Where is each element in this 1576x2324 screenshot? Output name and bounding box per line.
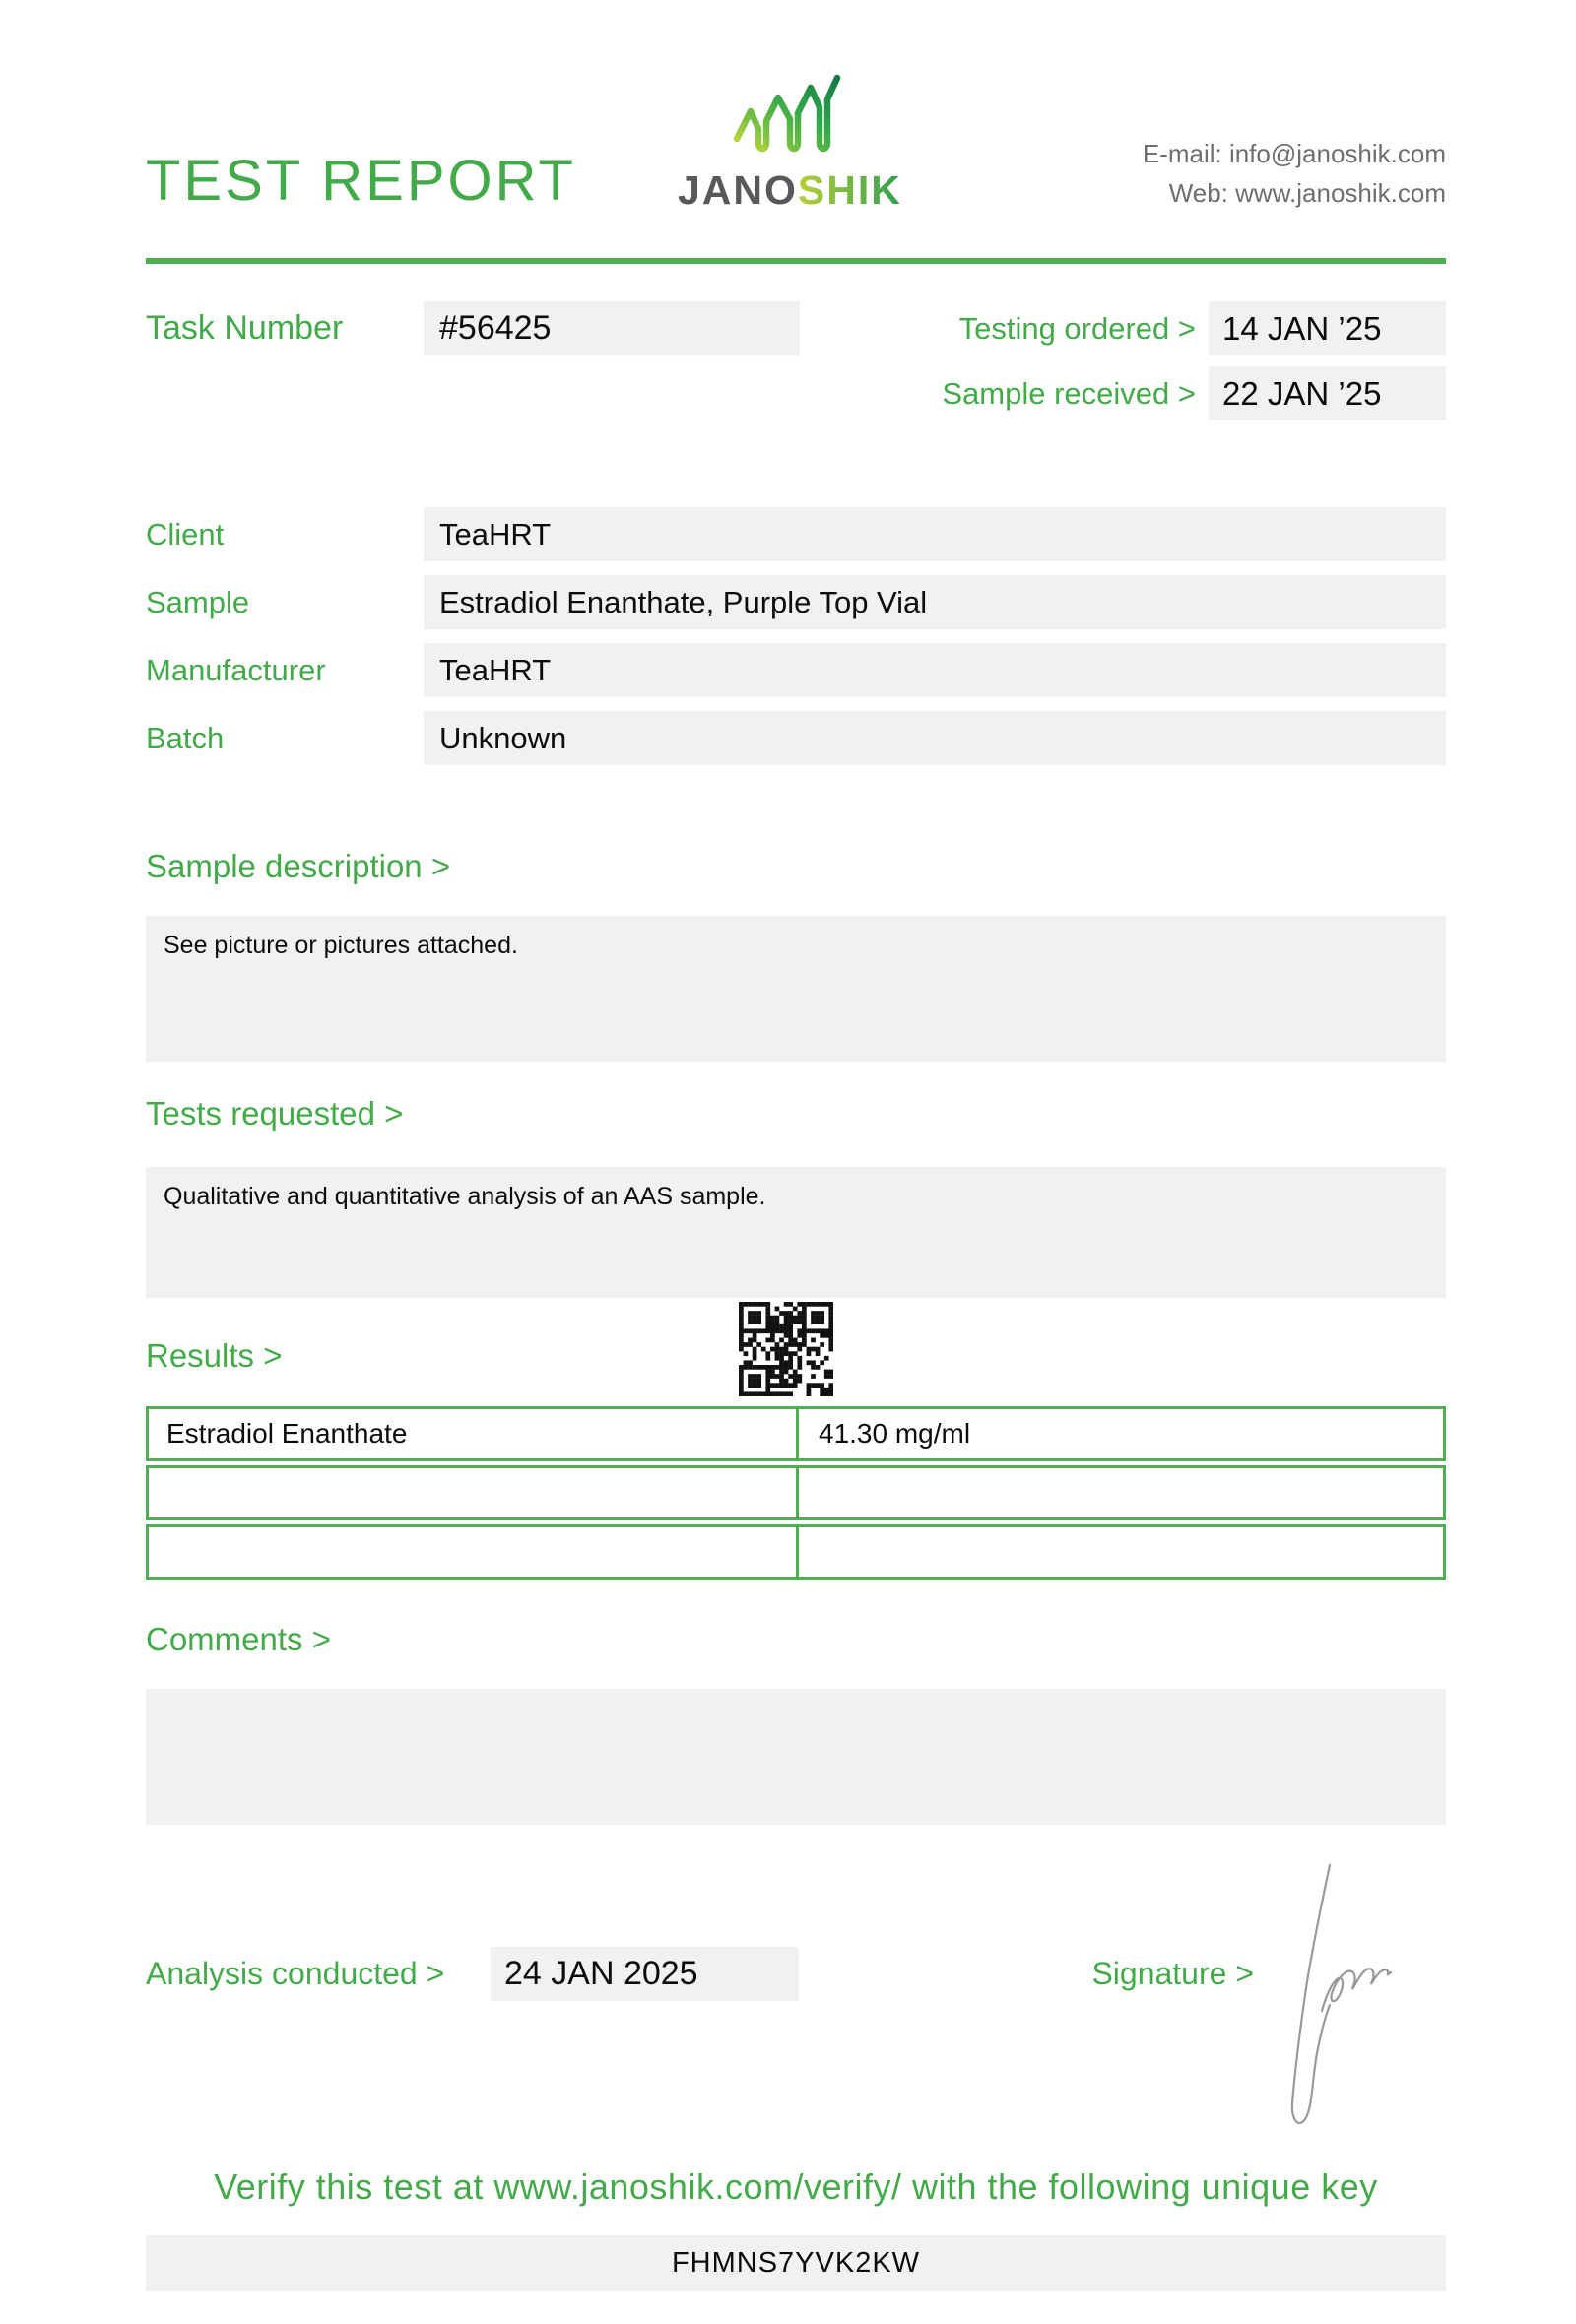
batch-value: Unknown [424, 711, 1446, 765]
result-name [149, 1527, 799, 1577]
logo-wordmark [678, 167, 902, 214]
manufacturer-value: TeaHRT [424, 643, 1446, 697]
result-value: 41.30 mg/ml [819, 1418, 971, 1449]
sample-received-date: 22 JAN ’25 [1209, 366, 1446, 420]
analysis-conducted-label: Analysis conducted > [146, 1956, 445, 1991]
contact-web: Web: www.janoshik.com [1168, 178, 1446, 208]
sample-description-box: See picture or pictures attached. [146, 916, 1446, 1062]
client-label: Client [146, 517, 225, 551]
comments-heading: Comments > [146, 1621, 331, 1657]
verify-instruction: Verify this test at www.janoshik.com/verify/ with the following unique key [214, 2166, 1378, 2207]
verify-key: FHMNS7YVK2KW [146, 2235, 1446, 2291]
signature [1273, 1855, 1393, 2139]
contact-email: E-mail: info@janoshik.com [1142, 139, 1446, 168]
table-row [146, 1524, 1446, 1580]
table-row [146, 1465, 1446, 1520]
client-value: TeaHRT [424, 507, 1446, 561]
result-name [149, 1468, 799, 1517]
result-name: Estradiol Enanthate [149, 1409, 799, 1458]
sample-description-heading: Sample description > [146, 848, 451, 884]
comments-box [146, 1689, 1446, 1825]
tests-requested-heading: Tests requested > [146, 1095, 404, 1131]
result-value [799, 1527, 1443, 1577]
qr-code [739, 1302, 833, 1396]
testing-ordered-date: 14 JAN ’25 [1209, 301, 1446, 355]
trend-chart-icon [731, 73, 841, 163]
manufacturer-label: Manufacturer [146, 653, 326, 687]
signature-label: Signature > [1091, 1956, 1254, 1991]
analysis-conducted-date: 24 JAN 2025 [491, 1947, 799, 2001]
contact-block [1143, 134, 1446, 213]
logo-jano: JANO [678, 167, 798, 213]
tests-requested-box: Qualitative and quantitative analysis of an AAS sample. [146, 1167, 1446, 1298]
table-row [146, 1406, 1446, 1461]
task-number-label: Task Number [146, 309, 344, 347]
batch-label: Batch [146, 721, 225, 755]
sample-received-label: Sample received > [942, 376, 1196, 411]
logo-shik: SHIK [797, 167, 902, 213]
results-table [146, 1406, 1446, 1583]
result-value [799, 1468, 1443, 1517]
sample-label: Sample [146, 585, 250, 619]
results-heading: Results > [146, 1337, 283, 1374]
header-divider [146, 258, 1446, 264]
task-number-value: #56425 [424, 301, 800, 355]
testing-ordered-label: Testing ordered > [958, 311, 1196, 346]
sample-value: Estradiol Enanthate, Purple Top Vial [424, 575, 1446, 629]
page-title: TEST REPORT [146, 149, 576, 213]
